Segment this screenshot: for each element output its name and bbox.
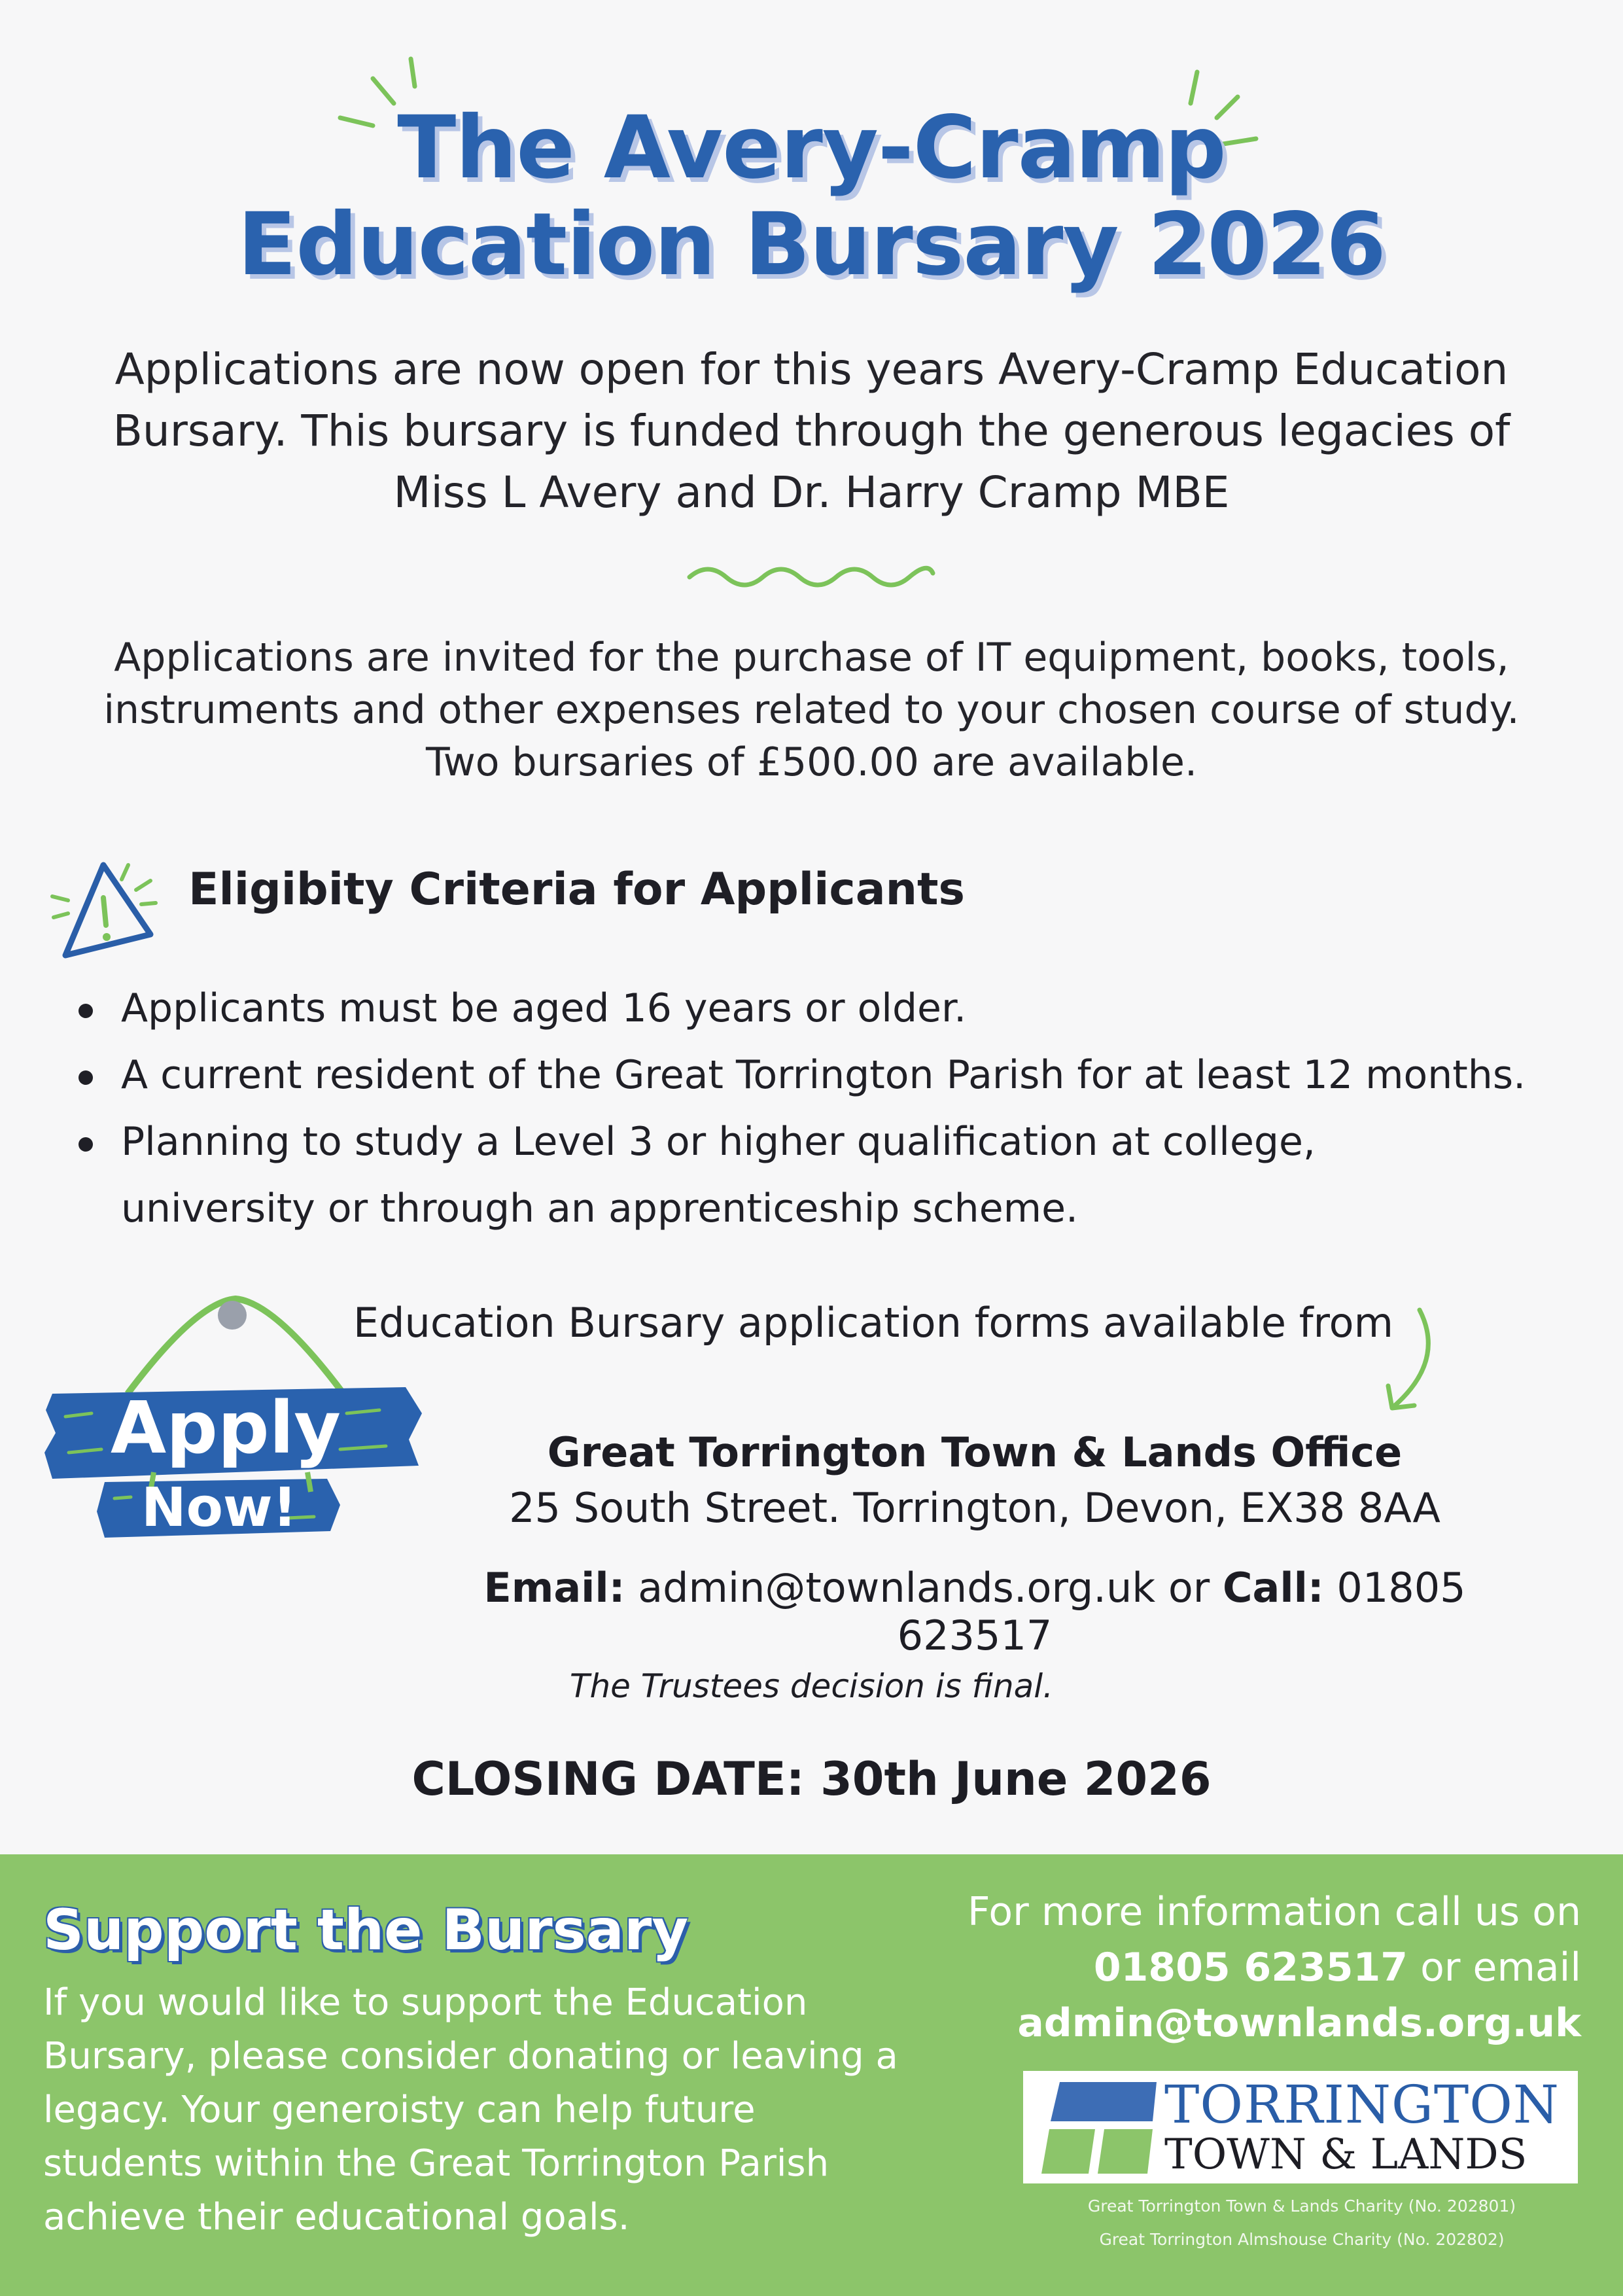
support-heading: Support the Bursary [43,1898,689,1963]
criteria-item-line-1: Planning to study a Level 3 or higher qualification at college, [121,1119,1316,1165]
or-text: or [1168,1564,1210,1612]
intro-paragraph [79,339,1544,523]
footer-phone[interactable]: 01805 623517 [1093,1945,1408,1990]
closing-date: CLOSING DATE: 30th June 2026 [411,1752,1212,1806]
warning-triangle-icon [46,857,164,968]
intro-line-1: Applications are now open for this years Avery-Cramp Education [114,344,1509,395]
purpose-line-3: Two bursaries of £500.00 are available. [425,739,1198,785]
trustees-decision-note: The Trustees decision is final. [569,1667,1054,1705]
forms-available-text: Education Bursary application forms available from [353,1299,1393,1347]
support-line: If you would like to support the Education [43,1981,808,2024]
charity-number-1: Great Torrington Town & Lands Charity (No. 202801) [1087,2197,1516,2216]
intro-line-2: Bursary. This bursary is funded through the generous legacies of [113,406,1510,456]
support-line: students within the Great Torrington Parish [43,2142,829,2185]
criteria-item: A current resident of the Great Torrington Parish for at least 12 months. [72,1042,1603,1108]
or-email-text: or email [1420,1945,1581,1990]
logo-text-line-2: TOWN & LANDS [1164,2130,1527,2179]
apply-sign-text-line-2: Now! [141,1477,298,1539]
squiggle-divider [686,557,937,594]
email-link[interactable]: admin@townlands.org.uk [638,1564,1156,1612]
support-paragraph [43,1976,939,2244]
office-address: 25 South Street. Torrington, Devon, EX38 8AA [509,1484,1440,1532]
purpose-line-1: Applications are invited for the purchase of IT equipment, books, tools, [114,635,1509,680]
torrington-logo-mark-icon [1040,2079,1158,2175]
eligibility-criteria-list [72,975,1603,1242]
curved-arrow-icon [1374,1302,1446,1420]
apply-sign-text-line-1: Apply [110,1386,341,1470]
call-label: Call: [1223,1564,1324,1612]
logo-text-line-1: TORRINGTON [1164,2074,1560,2135]
page-title-line-2: Education Bursary 2026 [237,194,1386,295]
purpose-line-2: instruments and other expenses related to your chosen course of study. [103,687,1520,733]
support-line: legacy. Your generoisty can help future [43,2089,756,2131]
office-name: Great Torrington Town & Lands Office [547,1428,1403,1476]
support-line: Bursary, please consider donating or leaving a [43,2035,898,2077]
contact-line [406,1564,1544,1659]
eligibility-heading: Eligibity Criteria for Applicants [188,864,966,915]
criteria-item: Applicants must be aged 16 years or older. [72,975,1603,1042]
more-info-phone-line [927,1940,1581,1996]
more-info-line: For more information call us on [968,1889,1581,1935]
intro-line-3: Miss L Avery and Dr. Harry Cramp MBE [393,467,1230,518]
criteria-item-line-2: university or through an apprenticeship scheme. [121,1186,1079,1231]
email-label: Email: [483,1564,625,1612]
support-line: achieve their educational goals. [43,2196,630,2238]
page-title-line-1: The Avery-Cramp [397,97,1226,198]
phone-number[interactable]: 01805 623517 [897,1564,1466,1659]
criteria-item [72,1108,1603,1242]
more-info-block [927,1884,1581,2051]
purpose-paragraph [65,631,1558,788]
footer-email[interactable]: admin@townlands.org.uk [1017,2000,1581,2046]
charity-number-2: Great Torrington Almshouse Charity (No. 202802) [1099,2230,1505,2249]
